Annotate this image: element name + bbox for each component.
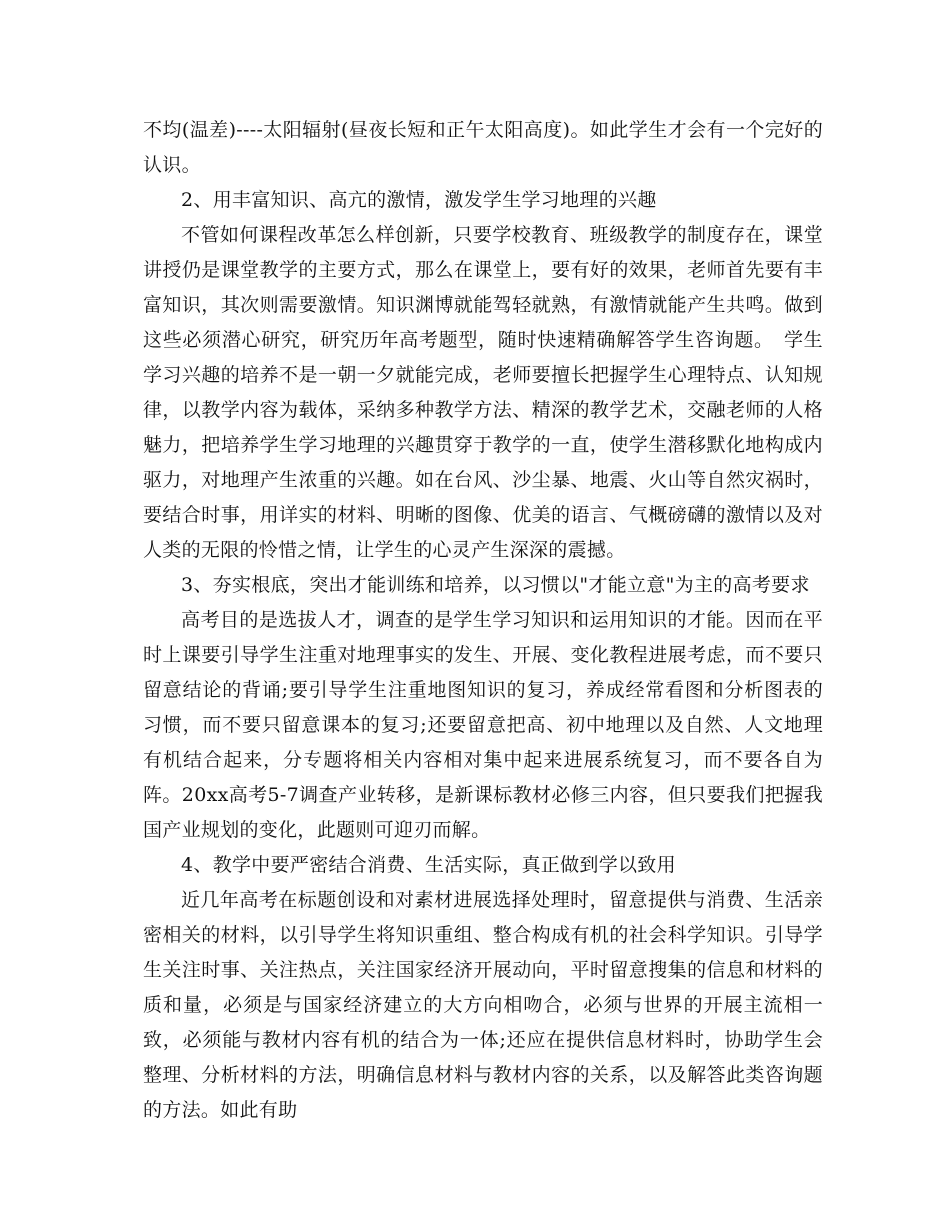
section-heading-4: 4、教学中要严密结合消费、生活实际，真正做到学以致用 [181,854,676,876]
section-heading-2: 2、用丰富知识、高亢的激情，激发学生学习地理的兴趣 [181,189,657,211]
paragraph: 近几年高考在标题创设和对素材进展选择处理时，留意提供与消费、生活亲密相关的材料，以引导学生将知识重组、整合构成有机的社会科学知识。引导学生关注时事、关注热点，关注国家经济开展动向，平时留意搜集的信息和材料的质和量，必须是与国家经济建立的大方向相吻合，必须与世界的开展主流相一致，必须能与教材内容有机的结合为一体;还应在提供信息材料时，协助学生会整理、分析材料的方法，明确信息材料与教材内容的关系，以及解答此类咨询题的方法。如此有助 [143,889,823,1121]
paragraph: 高考目的是选拔人才，调查的是学生学习知识和运用知识的才能。因而在平时上课要引导学生注重对地理事实的发生、开展、变化教程进展考虑，而不要只留意结论的背诵;要引导学生注重地图知识的复习，养成经常看图和分析图表的习惯，而不要只留意课本的复习;还要留意把高、初中地理以及自然、人文地理有机结合起来，分专题将相关内容相对集中起来进展系统复习，而不要各自为阵。20xx高考5-7调查产业转移，是新课标教材必修三内容，但只要我们把握我国产业规划的变化，此题则可迎刃而解。 [143,609,823,841]
paragraph: 不管如何课程改革怎么样创新，只要学校教育、班级教学的制度存在，课堂讲授仍是课堂教学的主要方式，那么在课堂上，要有好的效果，老师首先要有丰富知识，其次则需要激情。知识渊博就能驾轻就熟，有激情就能产生共鸣。做到这些必须潜心研究，研究历年高考题型，随时快速精确解答学生咨询题。 学生学习兴趣的培养不是一朝一夕就能完成，老师要擅长把握学生心理特点、认知规律，以教学内容为载体，采纳多种教学方法、精深的教学艺术，交融老师的人格魅力，把培养学生学习地理的兴趣贯穿于教学的一直，使学生潜移默化地构成内驱力，对地理产生浓重的兴趣。如在台风、沙尘暴、地震、火山等自然灾祸时，要结合时事，用详实的材料、明晰的图像、优美的语言、气概磅礴的激情以及对人类的无限的怜惜之情，让学生的心灵产生深深的震撼。 [143,224,823,561]
section-heading-3: 3、夯实根底，突出才能训练和培养，以习惯以"才能立意"为主的高考要求 [181,574,810,596]
document-body [143,113,823,1128]
paragraph-continuation: 不均(温差)----太阳辐射(昼夜长短和正午太阳高度)。如此学生才会有一个完好的认识。 [143,119,823,176]
